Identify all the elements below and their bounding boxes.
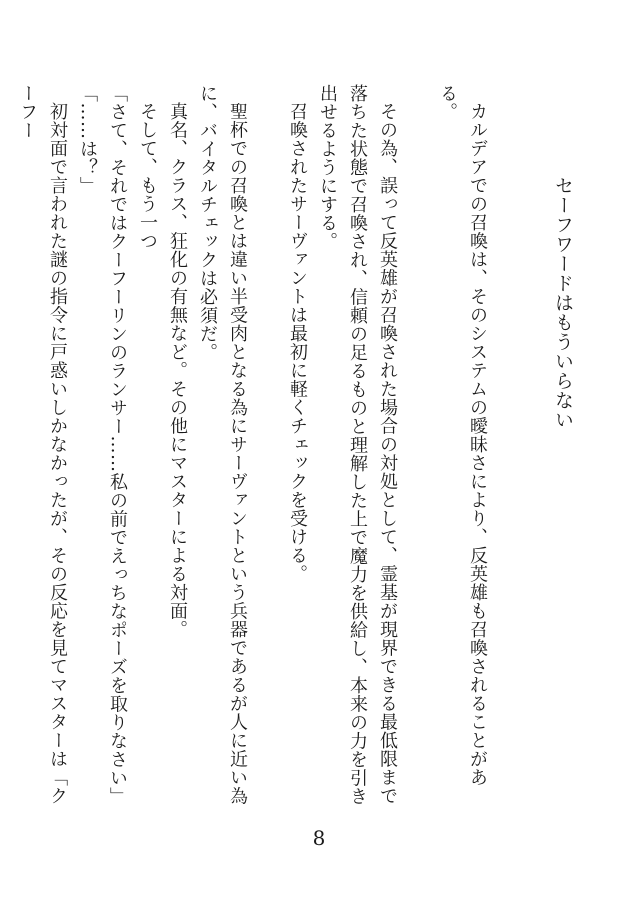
dialogue-line: 「さて、それではクーフーリンのランサー……私の前でえっちなポーズを取りなさい」 bbox=[107, 84, 128, 806]
vertical-text-body bbox=[17, 84, 578, 814]
paragraph: 初対面で言われた謎の指令に戸惑いしかなかったが、その反応を見てマスターは「クーフー bbox=[17, 84, 68, 805]
paragraph: そして、もう一つ bbox=[137, 102, 158, 250]
paragraph: その為、誤って反英雄が召喚された場合の対処として、霊基が現界できる最低限まで落ちた状態で召喚され、信頼の足るものと理解した上で魔力を供給し、本来の力を引き出せるようにする。 bbox=[317, 84, 398, 806]
paragraph: 真名、クラス、狂化の有無など。その他にマスターによる対面。 bbox=[167, 102, 188, 639]
paragraph: 召喚されたサーヴァントは最初に軽くチェックを受ける。 bbox=[287, 102, 308, 583]
paragraph: 聖杯での召喚とは違い半受肉となる為にサーヴァントという兵器であるが人に近い為に、バイタルチェックは必須だ。 bbox=[197, 84, 248, 805]
chapter-title: セーフワードはもういらない bbox=[552, 176, 574, 430]
paragraph: カルデアでの召喚は、そのシステムの曖昧さにより、反英雄も召喚されることがある。 bbox=[437, 84, 488, 787]
dialogue-line: 「……は？」 bbox=[77, 84, 98, 195]
page-number: 8 bbox=[312, 826, 326, 850]
